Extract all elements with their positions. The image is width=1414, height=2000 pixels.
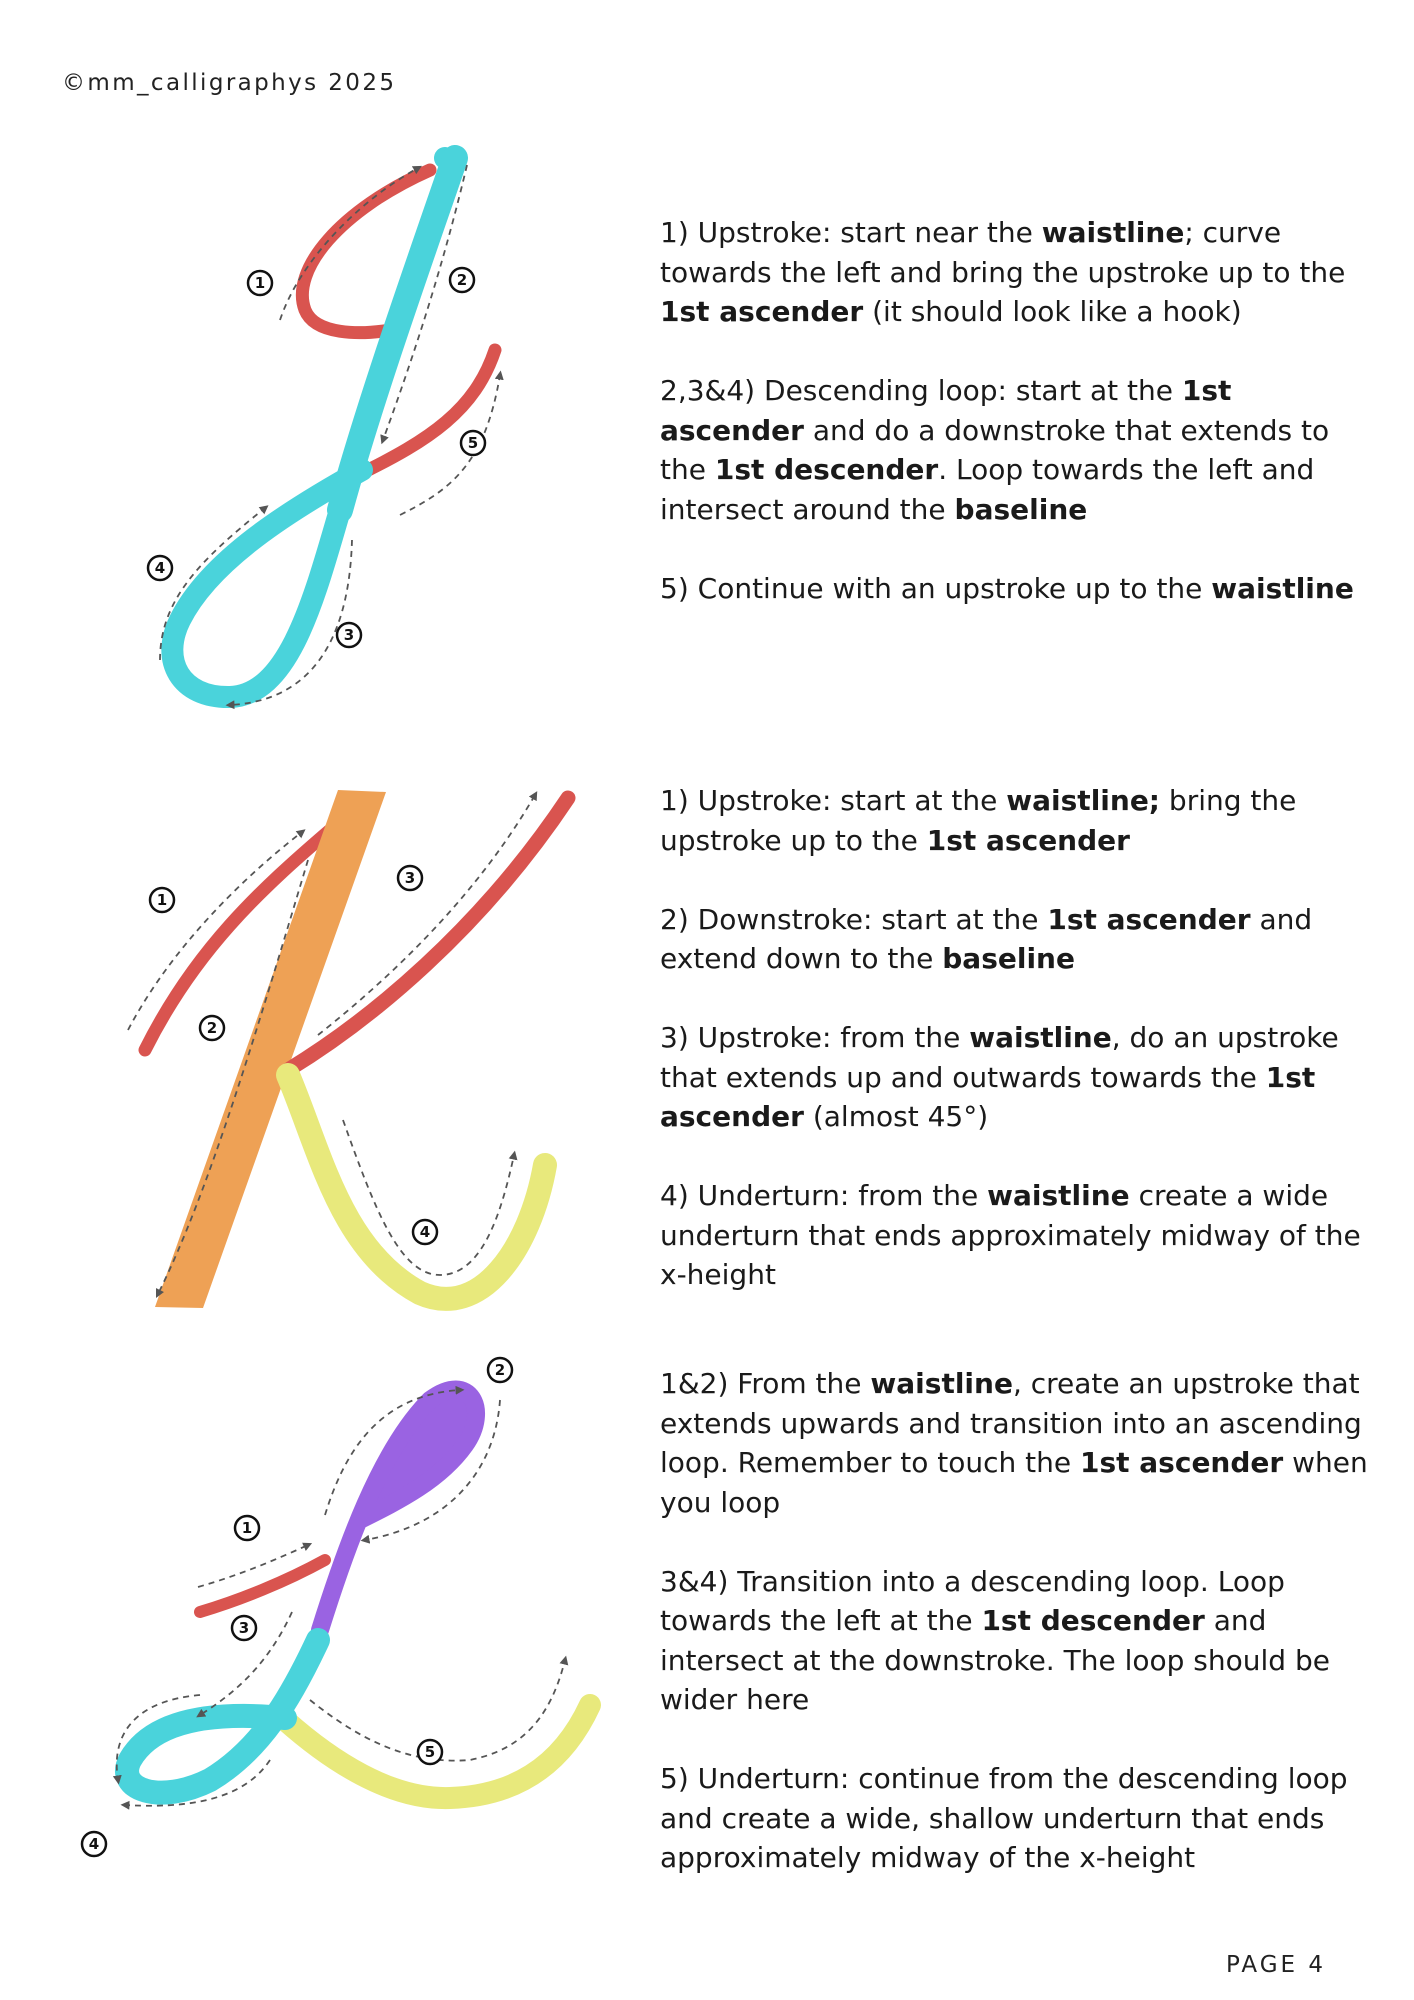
instruction-step bbox=[660, 781, 1380, 860]
instruction-text: , do an upstroke that extends up and outwards towards the bbox=[660, 1021, 1339, 1094]
marker-j-4 bbox=[148, 556, 172, 580]
instruction-step bbox=[660, 1364, 1380, 1522]
svg-text:5: 5 bbox=[467, 434, 479, 452]
marker-l-5 bbox=[418, 1740, 442, 1764]
key-term: 1st ascender bbox=[660, 295, 864, 328]
instruction-step bbox=[660, 900, 1380, 979]
key-term: waistline bbox=[1211, 571, 1354, 605]
stroke-j-loop bbox=[172, 158, 452, 697]
instruction-text: and do a downstroke that extends to the bbox=[660, 413, 1330, 486]
svg-text:3: 3 bbox=[238, 1619, 250, 1637]
instruction-text: 5) Continue with an upstroke up to the bbox=[660, 571, 1212, 605]
instruction-step bbox=[660, 1018, 1380, 1137]
marker-j-5 bbox=[461, 431, 485, 455]
key-term: waistline bbox=[969, 1021, 1112, 1054]
marker-j-2 bbox=[450, 268, 474, 292]
page-number: PAGE 4 bbox=[1226, 1952, 1327, 1978]
instruction-text: 1&2) From the bbox=[660, 1367, 871, 1400]
svg-text:1: 1 bbox=[241, 1519, 253, 1537]
instruction-text: and intersect at the downstroke. The loop should be wider here bbox=[660, 1604, 1330, 1716]
instruction-text: create a wide underturn that ends approximately midway of the x-height bbox=[660, 1179, 1361, 1291]
stroke-l-ascending-loop bbox=[315, 1385, 477, 1650]
svg-text:4: 4 bbox=[419, 1223, 431, 1241]
instructions-letter-j bbox=[660, 213, 1380, 608]
instruction-text: 1) Upstroke: start at the bbox=[660, 784, 1007, 817]
marker-k-3 bbox=[398, 866, 422, 890]
marker-j-3 bbox=[337, 623, 361, 647]
instruction-text: and extend down to the bbox=[660, 902, 1313, 975]
letter-j-illustration bbox=[100, 140, 540, 740]
svg-text:2: 2 bbox=[206, 1019, 218, 1037]
key-term: baseline bbox=[954, 492, 1088, 526]
svg-text:3: 3 bbox=[343, 626, 355, 644]
instructions-letter-k bbox=[660, 781, 1380, 1295]
instruction-step bbox=[660, 371, 1380, 529]
svg-text:4: 4 bbox=[154, 559, 166, 577]
key-term: 1st ascender bbox=[1047, 902, 1251, 936]
instruction-text: bring the upstroke up to the bbox=[660, 784, 1297, 857]
instruction-text: , create an upstroke that extends upwards and transition into an ascending loop. Remember to touch the bbox=[660, 1367, 1362, 1479]
marker-l-4 bbox=[82, 1832, 106, 1856]
instruction-text: when you loop bbox=[660, 1446, 1368, 1519]
instruction-text: ; curve towards the left and bring the upstroke up to the bbox=[660, 216, 1346, 289]
instruction-step bbox=[660, 1176, 1380, 1295]
svg-text:3: 3 bbox=[404, 869, 416, 887]
key-term: 1st ascender bbox=[1080, 1446, 1284, 1479]
instruction-text: 3&4) Transition into a descending loop. Loop towards the left at the bbox=[660, 1564, 1285, 1637]
instruction-text: 3) Upstroke: from the bbox=[660, 1021, 970, 1054]
key-term: 1st ascender bbox=[660, 1060, 1316, 1133]
instruction-step bbox=[660, 569, 1380, 609]
marker-l-2 bbox=[488, 1358, 512, 1382]
instruction-step bbox=[660, 1759, 1380, 1878]
svg-text:1: 1 bbox=[254, 274, 266, 292]
key-term: waistline bbox=[870, 1367, 1013, 1400]
key-term: waistline bbox=[987, 1179, 1130, 1212]
instruction-text: (it should look like a hook) bbox=[863, 295, 1242, 328]
stroke-l-entry bbox=[200, 1560, 325, 1612]
svg-text:5: 5 bbox=[424, 1743, 436, 1761]
key-term: 1st ascender bbox=[926, 823, 1130, 857]
instruction-text: (almost 45°) bbox=[803, 1100, 989, 1133]
svg-text:4: 4 bbox=[88, 1835, 100, 1853]
marker-k-1 bbox=[150, 888, 174, 912]
key-term: 1st descender bbox=[714, 453, 939, 486]
marker-k-2 bbox=[200, 1016, 224, 1040]
instruction-text: 4) Underturn: from the bbox=[660, 1179, 988, 1212]
instruction-text: 2) Downstroke: start at the bbox=[660, 902, 1048, 936]
marker-k-4 bbox=[413, 1220, 437, 1244]
instruction-step bbox=[660, 1562, 1380, 1720]
copyright-text: ©mm_calligraphys 2025 bbox=[62, 70, 397, 96]
stroke-l-descending-loop bbox=[127, 1640, 318, 1793]
key-term: waistline; bbox=[1006, 784, 1161, 817]
instruction-text: 1) Upstroke: start near the bbox=[660, 216, 1042, 249]
svg-text:2: 2 bbox=[456, 271, 468, 289]
svg-text:1: 1 bbox=[156, 891, 168, 909]
key-term: 1st descender bbox=[981, 1604, 1205, 1637]
letter-l-illustration bbox=[70, 1350, 630, 1890]
marker-l-3 bbox=[232, 1616, 256, 1640]
marker-l-1 bbox=[235, 1516, 259, 1540]
instruction-text: 5) Underturn: continue from the descending loop and create a wide, shallow underturn that ends approximately midway of the x-height bbox=[660, 1762, 1348, 1874]
instructions-letter-l bbox=[660, 1364, 1380, 1878]
instruction-step bbox=[660, 213, 1380, 332]
key-term: 1st ascender bbox=[660, 374, 1232, 447]
marker-j-1 bbox=[248, 271, 272, 295]
key-term: waistline bbox=[1041, 216, 1185, 249]
letter-k-illustration bbox=[100, 770, 600, 1330]
key-term: baseline bbox=[942, 942, 1075, 975]
instruction-text: . Loop towards the left and intersect around the bbox=[660, 453, 1315, 526]
instruction-text: 2,3&4) Descending loop: start at the bbox=[660, 374, 1182, 407]
svg-text:2: 2 bbox=[494, 1361, 506, 1379]
